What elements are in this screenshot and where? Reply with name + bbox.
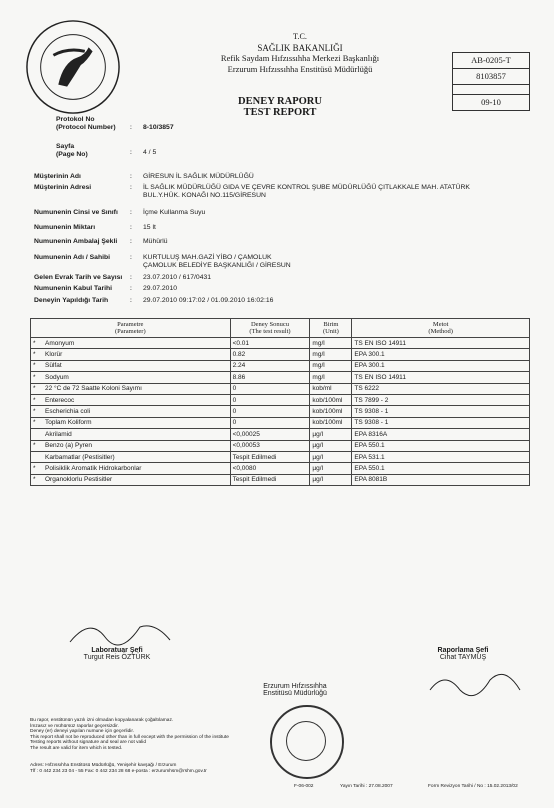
cell-method: EPA 300.1 <box>352 349 530 360</box>
center-stamp-line1: Erzurum Hıfzıssıhha <box>263 683 327 690</box>
package-value: Mühürlü <box>143 238 168 245</box>
cell-result: 0 <box>230 417 310 428</box>
cell-unit: mg/l <box>310 372 352 383</box>
table-row <box>31 417 530 428</box>
report-title-tr: DENEY RAPORU <box>238 96 322 107</box>
cell-parameter <box>31 360 231 371</box>
owner-value <box>143 254 291 270</box>
document-code-box <box>452 52 530 111</box>
table-row <box>31 372 530 383</box>
accept-value: 29.07.2010 <box>143 285 178 292</box>
page-colon: : <box>130 149 132 156</box>
cell-unit: µg/l <box>310 451 352 462</box>
accept-colon: : <box>130 285 132 292</box>
table-row <box>31 338 530 349</box>
table-row <box>31 349 530 360</box>
row-parameter-name: Amonyum <box>45 339 75 347</box>
row-parameter-name: 22 °C de 72 Saatte Koloni Sayımı <box>45 385 142 393</box>
row-parameter-name: Klorür <box>45 351 63 359</box>
amount-value: 15 lt <box>143 224 156 231</box>
cell-method: TS 6222 <box>352 383 530 394</box>
doc-number: 8103857 <box>453 69 529 85</box>
footer-note: Bu rapor, enstitünün yazılı izni olmadan kopyalanarak çoğaltılamaz. <box>30 718 174 723</box>
row-star: * <box>33 339 36 347</box>
owner-line1: KURTULUŞ MAH.GAZİ YİBO / ÇAMOLUK <box>143 254 272 261</box>
form-number: F-06-002 <box>294 784 314 789</box>
footer-note: This report shall not be reproduced other than in full except with the permission of the institute <box>30 734 229 740</box>
cell-unit: mg/l <box>310 349 352 360</box>
amount-label: Numunenin Miktarı <box>34 224 96 231</box>
owner-label: Numunenin Adı / Sahibi <box>34 254 111 261</box>
row-parameter-name: Organoklorlu Pestisitler <box>45 476 113 484</box>
test-date-label: Deneyin Yapıldığı Tarih <box>34 297 109 304</box>
col-header-result: Deney Sonucu (The test result) <box>230 319 310 338</box>
cell-method: TS EN ISO 14911 <box>352 338 530 349</box>
row-parameter-name: Akrilamid <box>45 430 72 438</box>
owner-line2: ÇAMOLUK BELEDİYE BAŞKANLIĞI / GİRESUN <box>143 262 291 269</box>
cell-parameter <box>31 474 231 485</box>
footer-contact-line: Tlf : 0 442 234 23 04 - 55 Fax: 0 442 234 28 68 e-posta : erzurumhsm@rshm.gov.tr <box>30 768 207 774</box>
cell-result: 0 <box>230 394 310 405</box>
cell-result: <0,00025 <box>230 429 310 440</box>
cell-method: EPA 550.1 <box>352 440 530 451</box>
row-parameter-name: Polisiklik Aromatik Hidrokarbonlar <box>45 464 142 472</box>
report-title <box>200 96 360 118</box>
table-row <box>31 463 530 474</box>
cell-method: TS 7899 - 2 <box>352 394 530 405</box>
footer-address <box>30 763 290 774</box>
cell-method: EPA 550.1 <box>352 463 530 474</box>
footer-note: Deney (er) deneyi yapılan numune için geçerlidir. <box>30 729 134 735</box>
cell-parameter <box>31 440 231 451</box>
col-header-parameter: Parametre (Parameter) <box>31 319 231 338</box>
table-row <box>31 360 530 371</box>
row-parameter-name: Toplam Koliform <box>45 419 92 427</box>
table-row <box>31 474 530 485</box>
incoming-colon: : <box>130 274 132 281</box>
sample-type-value: İçme Kullanma Suyu <box>143 209 206 216</box>
cell-result: 8.86 <box>230 372 310 383</box>
doc-page-range: 09-10 <box>481 97 501 107</box>
lab-chief-name: Turgut Reis ÖZTÜRK <box>83 654 151 661</box>
cell-method: EPA 300.1 <box>352 360 530 371</box>
cell-result: <0,0080 <box>230 463 310 474</box>
protocol-colon: : <box>130 124 132 131</box>
header-presidency: Refik Saydam Hıfzıssıhha Merkezi Başkanlığı <box>220 53 380 63</box>
table-row <box>31 429 530 440</box>
protocol-label: Protokol No <box>56 116 95 123</box>
row-star: * <box>33 362 36 370</box>
row-star: * <box>33 351 36 359</box>
address-label: Müşterinin Adresi <box>34 184 92 191</box>
row-star: * <box>33 419 36 427</box>
cell-unit: µg/l <box>310 429 352 440</box>
cell-result: <0,00053 <box>230 440 310 451</box>
cell-unit: kob/100ml <box>310 394 352 405</box>
test-date-colon: : <box>130 297 132 304</box>
table-row <box>31 406 530 417</box>
accept-label: Numunenin Kabul Tarihi <box>34 285 113 292</box>
row-star: * <box>33 476 36 484</box>
cell-result: 2.24 <box>230 360 310 371</box>
address-value <box>143 184 533 200</box>
col-header-method: Metot (Method) <box>352 319 530 338</box>
page-value: 4 / 5 <box>143 149 157 156</box>
address-colon: : <box>130 184 132 191</box>
incoming-label: Gelen Evrak Tarih ve Sayısı <box>34 274 123 281</box>
protocol-label-block <box>56 116 116 132</box>
package-colon: : <box>130 238 132 245</box>
report-chief-title: Raporlama Şefi <box>437 647 489 654</box>
cell-unit: mg/l <box>310 360 352 371</box>
cell-method: EPA 8081B <box>352 474 530 485</box>
table-row <box>31 394 530 405</box>
row-star: * <box>33 396 36 404</box>
cell-method: TS 9308 - 1 <box>352 406 530 417</box>
report-chief-name: Cihat TAYMUŞ <box>439 654 487 661</box>
cell-method: EPA 531.1 <box>352 451 530 462</box>
sample-type-label: Numunenin Cinsi ve Sınıfı <box>34 209 118 216</box>
amount-colon: : <box>130 224 132 231</box>
results-table <box>30 318 530 486</box>
protocol-value: 8-10/3857 <box>143 124 174 131</box>
cell-result: <0.01 <box>230 338 310 349</box>
footer-note: The result are valid for item which is tested. <box>30 745 123 751</box>
cell-unit: µg/l <box>310 474 352 485</box>
customer-value: GİRESUN İL SAĞLIK MÜDÜRLÜĞÜ <box>143 173 254 180</box>
row-parameter-name: Benzo (a) Pyren <box>45 442 92 450</box>
owner-colon: : <box>130 254 132 261</box>
test-date-value: 29.07.2010 09:17:02 / 01.09.2010 16:02:16 <box>143 297 274 304</box>
issue-date: Yayın Tarihi : 27.08.2007 <box>340 784 393 789</box>
center-stamp-text <box>250 683 340 697</box>
page-label: Sayfa <box>56 143 75 150</box>
report-chief-signature <box>408 647 518 661</box>
row-parameter-name: Sülfat <box>45 362 62 370</box>
table-row <box>31 440 530 451</box>
cell-unit: µg/l <box>310 440 352 451</box>
incoming-value: 23.07.2010 / 617/0431 <box>143 274 212 281</box>
row-star: * <box>33 442 36 450</box>
cell-unit: kob/100ml <box>310 406 352 417</box>
address-line1: İL SAĞLIK MÜDÜRLÜĞÜ GIDA VE ÇEVRE KONTROL ŞUBE MÜDÜRLÜĞÜ ÇITLAKKALE MAH. ATATÜRK <box>143 184 470 191</box>
header-line-tc: T.C. <box>293 32 307 41</box>
cell-unit: µg/l <box>310 463 352 474</box>
row-star: * <box>33 408 36 416</box>
protocol-label-en: (Protocol Number) <box>56 124 116 131</box>
lab-chief-handwriting <box>60 612 180 652</box>
row-star: * <box>33 385 36 393</box>
row-parameter-name: Escherichia coli <box>45 408 91 416</box>
cell-result: 0 <box>230 383 310 394</box>
table-row <box>31 383 530 394</box>
cell-unit: kob/100ml <box>310 417 352 428</box>
cell-parameter <box>31 349 231 360</box>
doc-spacer <box>453 85 529 95</box>
cell-parameter <box>31 338 231 349</box>
page-label-en: (Page No) <box>56 151 88 158</box>
cell-result: 0.82 <box>230 349 310 360</box>
cell-result: 0 <box>230 406 310 417</box>
cell-parameter <box>31 383 231 394</box>
cell-method: EPA 8316A <box>352 429 530 440</box>
cell-method: TS EN ISO 14911 <box>352 372 530 383</box>
institute-logo <box>24 18 122 116</box>
table-row <box>31 451 530 462</box>
col-header-unit: Birim (Unit) <box>310 319 352 338</box>
row-parameter-name: Sodyum <box>45 373 69 381</box>
cell-unit: kob/ml <box>310 383 352 394</box>
cell-parameter <box>31 372 231 383</box>
cell-parameter <box>31 463 231 474</box>
center-stamp-line2: Enstitüsü Müdürlüğü <box>263 690 327 697</box>
table-header-row <box>31 319 530 338</box>
cell-method: TS 9308 - 1 <box>352 417 530 428</box>
footer-notes <box>30 718 260 752</box>
cell-parameter <box>31 406 231 417</box>
footer-note: Testing reports without signature and seal are not valid <box>30 740 146 746</box>
cell-result: Tespit Edilmedi <box>230 474 310 485</box>
header-institute: Erzurum Hıfzıssıhha Enstitüsü Müdürlüğü <box>227 63 373 74</box>
revision-info: Form Revizyon Tarihi / No : 15.02.2013/02 <box>428 784 518 789</box>
cell-result: Tespit Edilmedi <box>230 451 310 462</box>
customer-label: Müşterinin Adı <box>34 173 81 180</box>
row-parameter-name: Enterecoc <box>45 396 75 404</box>
row-star: * <box>33 373 36 381</box>
doc-code: AB-0205-T <box>453 53 529 69</box>
cell-parameter <box>31 417 231 428</box>
footer-address-line: Adres: Hıfzıssıhha Enstitüsü Müdürlüğü, Yenişehir kavşağı / Erzurum <box>30 763 177 768</box>
row-star: * <box>33 464 36 472</box>
footer-note: İmzasız ve mühürsüz raporlar geçersizdir. <box>30 723 119 729</box>
cell-parameter <box>31 394 231 405</box>
header-ministry: SAĞLIK BAKANLIĞI <box>257 42 343 53</box>
cell-unit: mg/l <box>310 338 352 349</box>
page-label-block <box>56 143 88 159</box>
sample-type-colon: : <box>130 209 132 216</box>
header-block <box>150 32 450 74</box>
row-parameter-name: Karbamatlar (Pestisitler) <box>45 453 115 461</box>
cell-parameter <box>31 429 231 440</box>
address-line2: BUL.Y.HÜK. KONAĞI NO.115/GİRESUN <box>143 192 266 199</box>
package-label: Numunenin Ambalaj Şekli <box>34 238 118 245</box>
cell-parameter <box>31 451 231 462</box>
official-seal-inner <box>286 721 326 761</box>
lab-chief-title: Laboratuar Şefi <box>91 647 143 654</box>
customer-colon: : <box>130 173 132 180</box>
report-chief-handwriting <box>420 660 530 710</box>
report-title-en: TEST REPORT <box>243 107 317 118</box>
